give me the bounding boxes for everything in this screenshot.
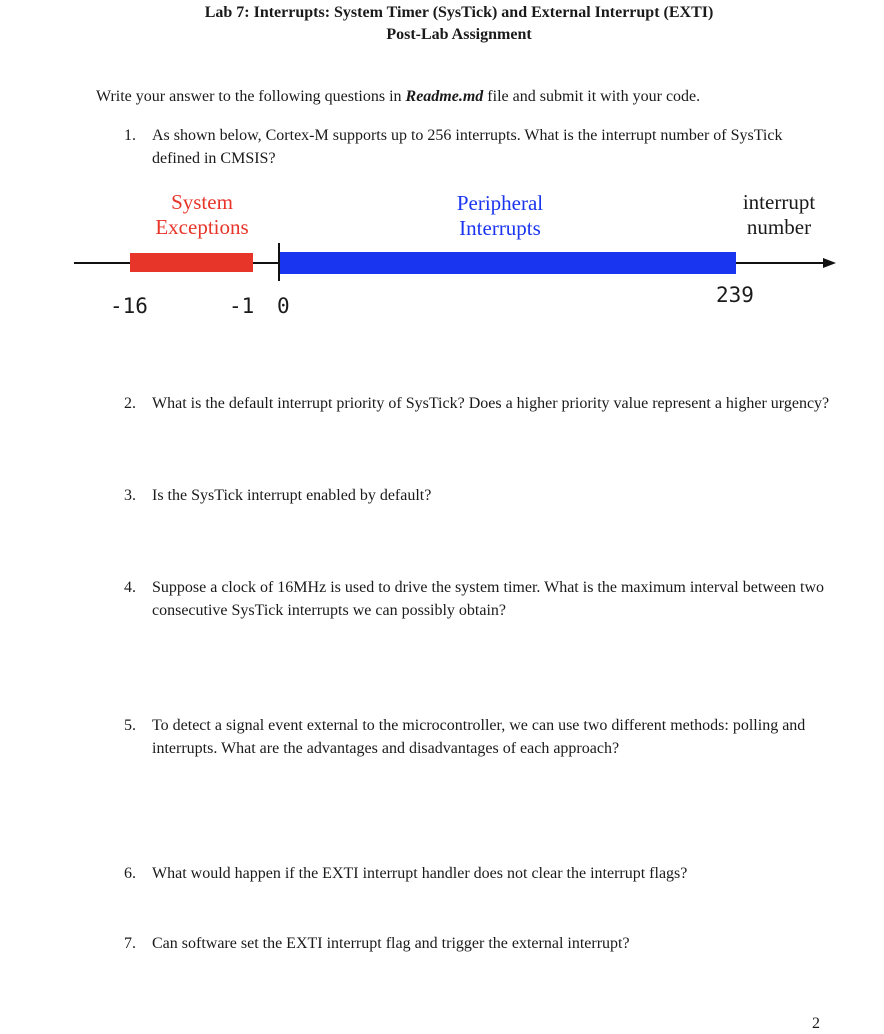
question-text: Suppose a clock of 16MHz is used to drive the system timer. What is the maximum interval between two consecutive SysTick interrupts we can possibly obtain? [152,579,825,619]
question-4 [124,576,834,622]
question-number: 2. [124,395,136,412]
page-title: Lab 7: Interrupts: System Timer (SysTick) and External Interrupt (EXTI) [204,4,714,21]
axis-arrowhead [823,258,836,268]
question-number: 7. [124,935,136,952]
peripheral-interrupts-label: Peripheral Interrupts [456,191,544,240]
interrupt-number-label: interrupt number [742,190,816,239]
tick-label-239: 239 [716,283,754,307]
question-text: Can software set the EXTI interrupt flag and trigger the external interrupt? [152,935,630,952]
system-exceptions-bar [130,253,253,272]
readme-filename: Readme.md [405,88,484,105]
page-number: 2 [812,1015,820,1032]
question-text: Is the SysTick interrupt enabled by default? [152,487,432,504]
question-number: 1. [124,127,136,144]
question-number: 3. [124,487,136,504]
page-header [0,2,884,46]
question-text: What would happen if the EXTI interrupt handler does not clear the interrupt flags? [152,865,688,882]
question-text: To detect a signal event external to the microcontroller, we can use two different methods: polling and interrupts. What are the advantages and disadvantages of each approach? [152,717,806,757]
tick-label-minus-1: -1 [229,294,255,318]
question-number: 5. [124,717,136,734]
intro-text-after: file and submit it with your code. [483,88,701,105]
question-5 [124,714,834,760]
question-3 [124,484,834,507]
tick-label-minus-16: -16 [110,294,148,318]
peripheral-interrupts-bar [279,252,736,274]
interrupt-number-diagram [0,180,884,330]
tick-label-zero: 0 [277,294,290,318]
page-subtitle: Post-Lab Assignment [386,26,532,43]
question-1 [124,124,834,170]
question-text: As shown below, Cortex-M supports up to 256 interrupts. What is the interrupt number of SysTick defined in CMSIS? [152,127,783,167]
question-number: 4. [124,579,136,596]
intro-text-before: Write your answer to the following questions in [96,88,406,105]
question-7 [124,932,834,955]
intro-paragraph [96,86,700,108]
question-6 [124,862,834,885]
system-exceptions-label: System Exceptions [155,190,249,239]
question-text: What is the default interrupt priority of SysTick? Does a higher priority value represent a higher urgency? [152,395,830,412]
question-number: 6. [124,865,136,882]
question-2 [124,392,834,415]
